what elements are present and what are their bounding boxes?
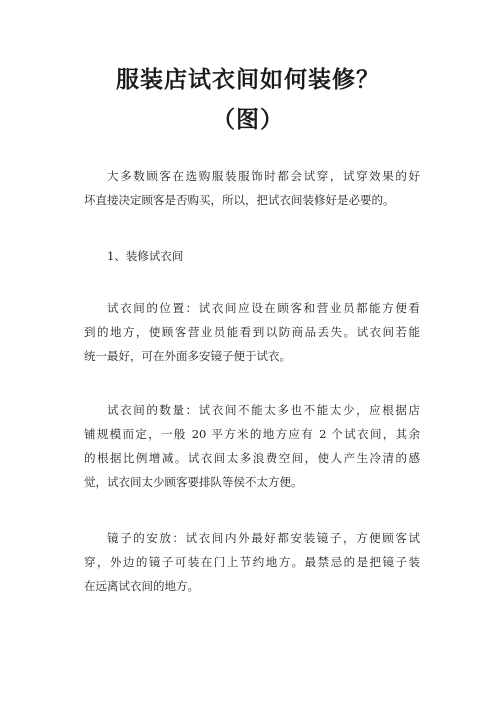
paragraph-line: 统一最好，可在外面多安镜子便于试衣。 (84, 349, 291, 363)
document-title: 服装店试衣间如何装修？ (116, 67, 380, 93)
paragraph-fitting-room-count (84, 398, 420, 494)
paragraph-line: 到的地方，使顾客营业员能看到以防商品丢失。试衣间若能 (84, 325, 420, 339)
paragraph-line: 大多数顾客在选购服装服饰时都会试穿，试穿效果的好 (107, 169, 420, 183)
document-title-suffix: （图） (212, 107, 284, 133)
section-heading (84, 244, 420, 268)
paragraph-fitting-room-location (84, 296, 420, 368)
paragraph-line: 试衣间的位置：试衣间应设在顾客和营业员都能方便看 (107, 301, 420, 315)
paragraph-line: 镜子的安放：试衣间内外最好都安装镜子，方便顾客试 (107, 531, 420, 545)
paragraph-line: 坏直接决定顾客是否购买，所以，把试衣间装修好是必要的。 (84, 193, 395, 207)
paragraph-line: 穿，外边的镜子可装在门上节约地方。最禁忌的是把镜子装 (84, 555, 420, 569)
paragraph-line: 试衣间的数量：试衣间不能太多也不能太少，应根据店 (107, 403, 420, 417)
paragraph-line: 铺规模而定，一般 20 平方米的地方应有 2 个试衣间，其余 (84, 427, 420, 441)
paragraph-line: 的根据比例增减。试衣间太多浪费空间，使人产生冷清的感 (84, 451, 420, 465)
paragraph-mirror-placement (84, 526, 420, 598)
paragraph-intro (84, 164, 420, 212)
paragraph-line: 觉，试衣间太少顾客要排队等侯不太方便。 (84, 475, 303, 489)
section-heading-text: 1、装修试衣间 (107, 249, 184, 263)
paragraph-line: 在远离试衣间的地方。 (84, 579, 199, 593)
